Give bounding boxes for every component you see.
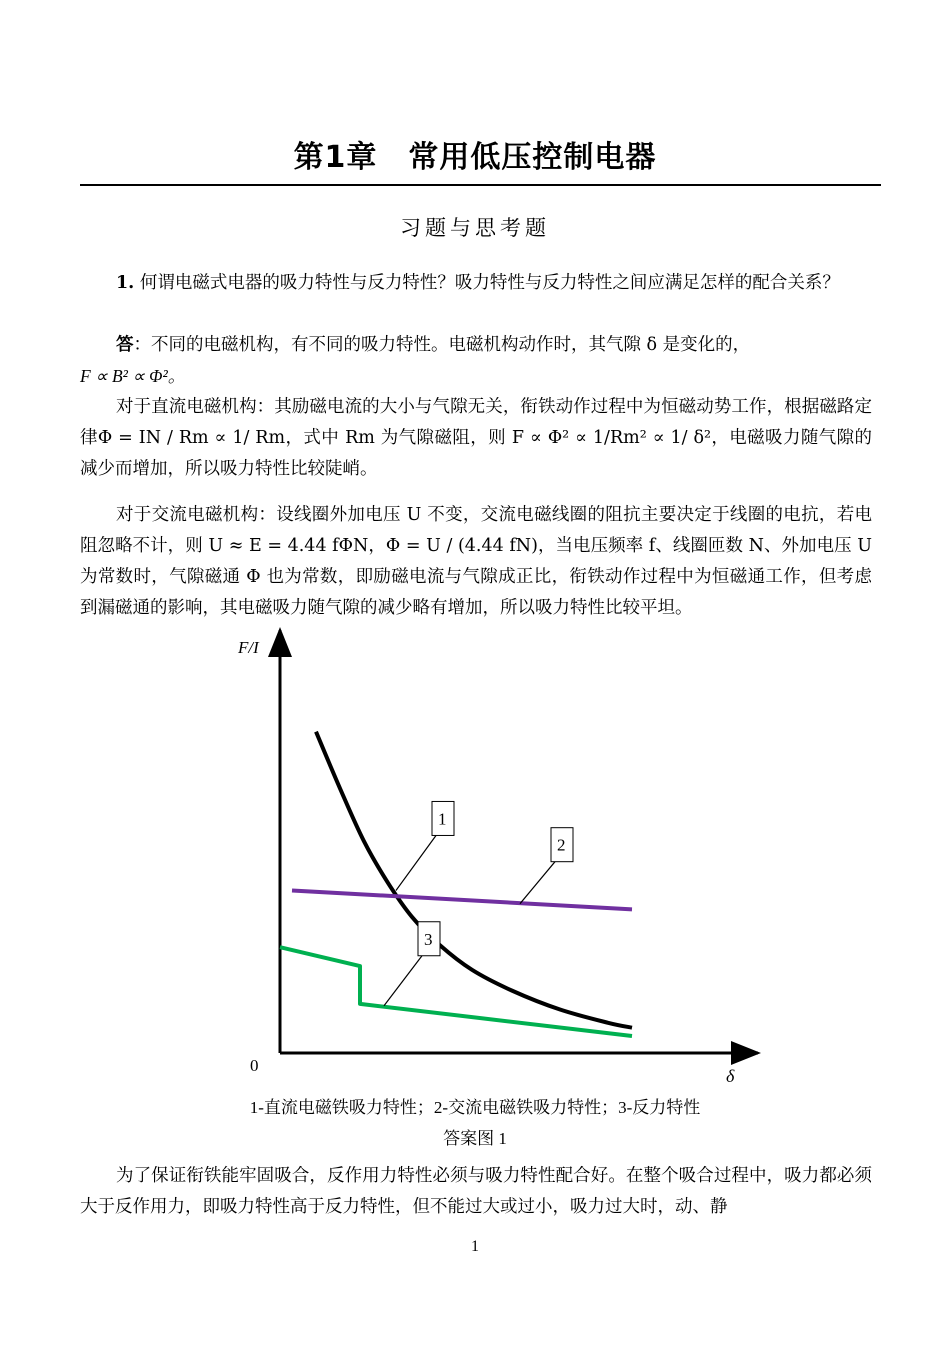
y-axis-label: F/I bbox=[238, 638, 259, 657]
answer-intro bbox=[80, 330, 872, 361]
figure-caption: 答案图 1 bbox=[443, 1129, 507, 1148]
figure-legend-text: 1-直流电磁铁吸力特性；2-交流电磁铁吸力特性；3-反力特性 bbox=[249, 1098, 701, 1117]
x-axis-label: δ bbox=[726, 1066, 735, 1086]
callout-line-3 bbox=[384, 956, 422, 1006]
question-paragraph bbox=[80, 268, 872, 299]
series-1-line bbox=[316, 732, 632, 1028]
dc-paragraph: 对于直流电磁机构：其励磁电流的大小与气隙无关，衔铁动作过程中为恒磁动势工作，根据磁路定律Φ = IN / Rm ∝ 1/ Rm，式中 Rm 为气隙磁阻，则 F ∝ Φ² ∝ 1/Rm² ∝ 1/ δ²，电磁吸力随气隙的减少而增加，所以吸力特性比较陡峭。 bbox=[80, 397, 872, 479]
ac-paragraph: 对于交流电磁机构：设线圈外加电压 U 不变，交流电磁线圈的阻抗主要决定于线圈的电抗，若电阻忽略不计，则 U ≈ E = 4.44 fΦN，Φ = U / (4.44 fN)，当电压频率 f、线圈匝数 N、外加电压 U 为常数时，气隙磁通 Φ 也为常数，即励磁电流与气隙成正比，衔铁动作过程中为恒磁通工作，但考虑到漏磁通的影响，其电磁吸力随气隙的减少略有增加，所以吸力特性比较平坦。 bbox=[80, 505, 872, 618]
question-number: 1. bbox=[116, 273, 135, 293]
answer-formula-line bbox=[80, 361, 872, 393]
series-label-1: 1 bbox=[438, 809, 447, 829]
series-label-2: 2 bbox=[557, 835, 566, 855]
answer-label: 答 bbox=[116, 335, 134, 355]
title-divider bbox=[80, 184, 881, 186]
characteristic-chart bbox=[230, 625, 770, 1095]
page-title: 第1章 常用低压控制电器 bbox=[293, 140, 657, 175]
answer-line1: ：不同的电磁机构，有不同的吸力特性。电磁机构动作时，其气隙 δ 是变化的， bbox=[133, 335, 751, 355]
closing-paragraph: 为了保证衔铁能牢固吸合，反作用力特性必须与吸力特性配合好。在整个吸合过程中，吸力都必须大于反作用力，即吸力特性高于反力特性，但不能过大或过小，吸力过大时，动、静 bbox=[80, 1166, 872, 1217]
series-label-3: 3 bbox=[424, 929, 433, 949]
callout-line-1 bbox=[396, 835, 436, 890]
page-number: 1 bbox=[471, 1238, 479, 1255]
question-text: 何谓电磁式电器的吸力特性与反力特性？吸力特性与反力特性之间应满足怎样的配合关系？ bbox=[139, 273, 840, 293]
section-title: 习题与思考题 bbox=[400, 216, 550, 240]
series-2-line bbox=[292, 890, 632, 909]
origin-label: 0 bbox=[250, 1056, 259, 1075]
answer-formula1: F ∝ B² ∝ Φ²。 bbox=[80, 366, 186, 386]
callout-line-2 bbox=[520, 862, 555, 904]
